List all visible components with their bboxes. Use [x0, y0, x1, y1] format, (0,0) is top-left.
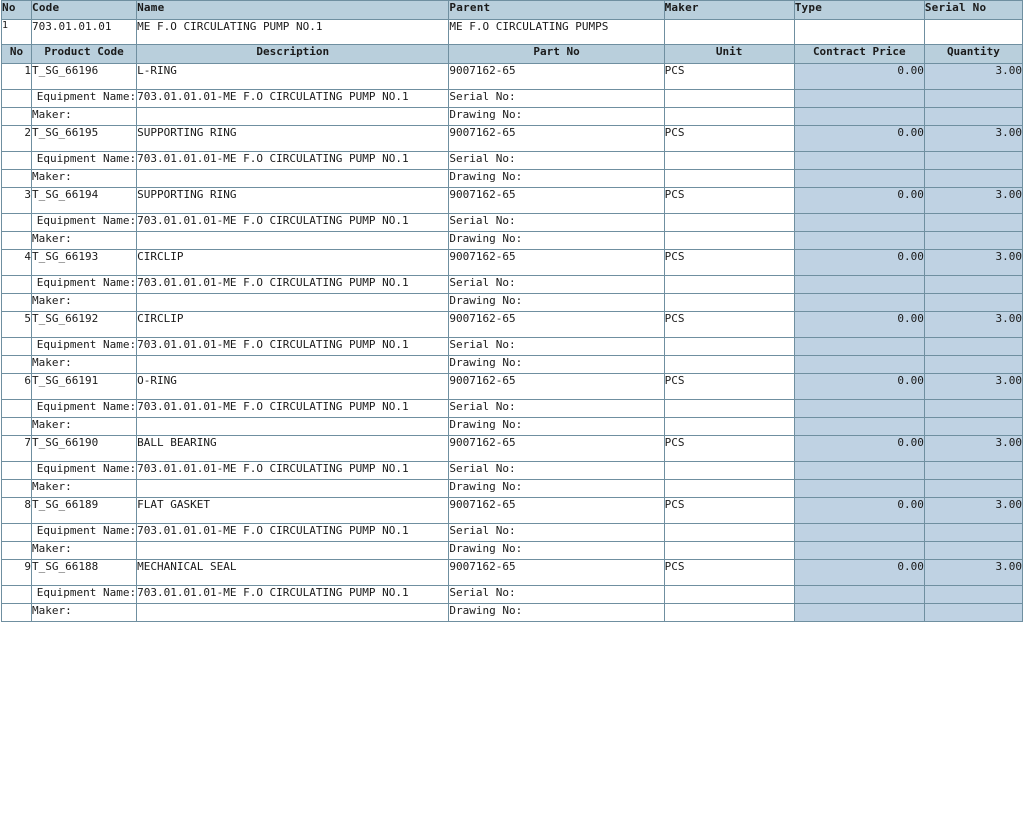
sub-spacer [2, 542, 32, 560]
part-no-index: 5 [2, 312, 32, 338]
part-drawing-no-value [664, 108, 794, 126]
sub-spacer [2, 462, 32, 480]
part-unit: PCS [664, 312, 794, 338]
part-description: BALL BEARING [137, 436, 449, 462]
equipment-name-label: Equipment Name: [32, 338, 137, 356]
part-quantity: 3.00 [924, 188, 1022, 214]
part-maker-row [2, 170, 1023, 188]
parts-header-1: Product Code [32, 45, 137, 64]
part-no-index: 3 [2, 188, 32, 214]
part-quantity: 3.00 [924, 498, 1022, 524]
part-equipment-row [2, 586, 1023, 604]
part-number: 9007162-65 [449, 64, 664, 90]
equipment-header-5: Type [794, 1, 924, 20]
part-maker-value [137, 232, 449, 250]
part-drawing-no-value [664, 170, 794, 188]
equipment-header-row [2, 1, 1023, 20]
maker-label: Maker: [32, 170, 137, 188]
equipment-row [2, 20, 1023, 45]
serial-no-label: Serial No: [449, 524, 664, 542]
sub-fill-qty [924, 400, 1022, 418]
part-number: 9007162-65 [449, 250, 664, 276]
sub-fill-price [794, 90, 924, 108]
sub-spacer [2, 90, 32, 108]
part-equipment-row [2, 462, 1023, 480]
equipment-name-label: Equipment Name: [32, 276, 137, 294]
maker-label: Maker: [32, 418, 137, 436]
serial-no-label: Serial No: [449, 400, 664, 418]
serial-no-label: Serial No: [449, 276, 664, 294]
part-quantity: 3.00 [924, 560, 1022, 586]
part-unit: PCS [664, 64, 794, 90]
part-maker-row [2, 418, 1023, 436]
sub-fill-price [794, 108, 924, 126]
table-row[interactable] [2, 126, 1023, 152]
sub-fill-qty [924, 586, 1022, 604]
maker-label: Maker: [32, 356, 137, 374]
part-no-index: 1 [2, 64, 32, 90]
part-number: 9007162-65 [449, 188, 664, 214]
part-maker-value [137, 108, 449, 126]
part-contract-price: 0.00 [794, 64, 924, 90]
spare-parts-table [1, 0, 1023, 622]
drawing-no-label: Drawing No: [449, 294, 664, 312]
sub-fill-price [794, 586, 924, 604]
sub-fill-qty [924, 294, 1022, 312]
part-description: SUPPORTING RING [137, 126, 449, 152]
sub-spacer [2, 276, 32, 294]
sub-fill-qty [924, 152, 1022, 170]
part-equipment-name-value: 703.01.01.01-ME F.O CIRCULATING PUMP NO.1 [137, 338, 449, 356]
part-equipment-row [2, 400, 1023, 418]
serial-no-label: Serial No: [449, 90, 664, 108]
serial-no-label: Serial No: [449, 338, 664, 356]
part-equipment-row [2, 338, 1023, 356]
part-maker-row [2, 232, 1023, 250]
part-equipment-row [2, 214, 1023, 232]
equipment-header-2: Name [137, 1, 449, 20]
part-product-code: T_SG_66190 [32, 436, 137, 462]
part-equipment-name-value: 703.01.01.01-ME F.O CIRCULATING PUMP NO.1 [137, 400, 449, 418]
part-product-code: T_SG_66189 [32, 498, 137, 524]
part-product-code: T_SG_66192 [32, 312, 137, 338]
equipment-header-3: Parent [449, 1, 664, 20]
equipment-serial-no [924, 20, 1022, 45]
sub-fill-qty [924, 170, 1022, 188]
part-quantity: 3.00 [924, 250, 1022, 276]
part-drawing-no-value [664, 604, 794, 622]
sub-fill-qty [924, 604, 1022, 622]
sub-spacer [2, 232, 32, 250]
equipment-name-label: Equipment Name: [32, 152, 137, 170]
part-product-code: T_SG_66193 [32, 250, 137, 276]
drawing-no-label: Drawing No: [449, 108, 664, 126]
sub-fill-price [794, 152, 924, 170]
part-unit: PCS [664, 126, 794, 152]
part-maker-row [2, 542, 1023, 560]
sub-fill-price [794, 214, 924, 232]
part-contract-price: 0.00 [794, 250, 924, 276]
table-row[interactable] [2, 312, 1023, 338]
part-number: 9007162-65 [449, 126, 664, 152]
sub-fill-price [794, 400, 924, 418]
part-unit: PCS [664, 250, 794, 276]
equipment-header-4: Maker [664, 1, 794, 20]
maker-label: Maker: [32, 232, 137, 250]
sub-fill-price [794, 480, 924, 498]
sub-fill-qty [924, 542, 1022, 560]
sub-fill-price [794, 170, 924, 188]
part-equipment-row [2, 524, 1023, 542]
sub-fill-qty [924, 356, 1022, 374]
sub-fill-price [794, 418, 924, 436]
sub-fill-qty [924, 462, 1022, 480]
parts-header-2: Description [137, 45, 449, 64]
sub-spacer-unit [664, 214, 794, 232]
part-contract-price: 0.00 [794, 560, 924, 586]
parts-header-row [2, 45, 1023, 64]
serial-no-label: Serial No: [449, 462, 664, 480]
drawing-no-label: Drawing No: [449, 232, 664, 250]
sub-fill-qty [924, 232, 1022, 250]
part-maker-row [2, 356, 1023, 374]
part-equipment-name-value: 703.01.01.01-ME F.O CIRCULATING PUMP NO.1 [137, 524, 449, 542]
sub-spacer [2, 604, 32, 622]
part-description: L-RING [137, 64, 449, 90]
sub-fill-price [794, 604, 924, 622]
equipment-type [794, 20, 924, 45]
part-equipment-row [2, 90, 1023, 108]
sub-fill-qty [924, 214, 1022, 232]
part-equipment-name-value: 703.01.01.01-ME F.O CIRCULATING PUMP NO.1 [137, 586, 449, 604]
sub-spacer [2, 400, 32, 418]
equipment-name-label: Equipment Name: [32, 586, 137, 604]
part-maker-row [2, 604, 1023, 622]
sub-fill-price [794, 462, 924, 480]
table-row[interactable] [2, 560, 1023, 586]
part-equipment-row [2, 276, 1023, 294]
sub-fill-price [794, 524, 924, 542]
part-quantity: 3.00 [924, 312, 1022, 338]
sub-fill-price [794, 356, 924, 374]
part-drawing-no-value [664, 232, 794, 250]
part-contract-price: 0.00 [794, 312, 924, 338]
drawing-no-label: Drawing No: [449, 480, 664, 498]
sub-spacer [2, 170, 32, 188]
part-quantity: 3.00 [924, 126, 1022, 152]
part-description: FLAT GASKET [137, 498, 449, 524]
sub-fill-price [794, 542, 924, 560]
part-contract-price: 0.00 [794, 126, 924, 152]
part-maker-row [2, 294, 1023, 312]
maker-label: Maker: [32, 108, 137, 126]
part-maker-value [137, 294, 449, 312]
equipment-name-label: Equipment Name: [32, 90, 137, 108]
sub-spacer [2, 586, 32, 604]
sub-fill-price [794, 276, 924, 294]
part-number: 9007162-65 [449, 498, 664, 524]
sub-spacer [2, 418, 32, 436]
part-equipment-name-value: 703.01.01.01-ME F.O CIRCULATING PUMP NO.1 [137, 276, 449, 294]
part-drawing-no-value [664, 294, 794, 312]
part-description: SUPPORTING RING [137, 188, 449, 214]
equipment-code: 703.01.01.01 [32, 20, 137, 45]
sub-spacer-unit [664, 276, 794, 294]
part-no-index: 4 [2, 250, 32, 276]
equipment-parent: ME F.O CIRCULATING PUMPS [449, 20, 664, 45]
part-maker-value [137, 604, 449, 622]
sub-fill-qty [924, 338, 1022, 356]
parts-header-5: Contract Price [794, 45, 924, 64]
part-product-code: T_SG_66188 [32, 560, 137, 586]
part-equipment-name-value: 703.01.01.01-ME F.O CIRCULATING PUMP NO.1 [137, 214, 449, 232]
sub-spacer-unit [664, 90, 794, 108]
part-contract-price: 0.00 [794, 188, 924, 214]
part-maker-row [2, 480, 1023, 498]
sub-spacer [2, 108, 32, 126]
sub-spacer [2, 214, 32, 232]
part-equipment-name-value: 703.01.01.01-ME F.O CIRCULATING PUMP NO.1 [137, 90, 449, 108]
part-drawing-no-value [664, 418, 794, 436]
sub-spacer [2, 480, 32, 498]
part-unit: PCS [664, 498, 794, 524]
parts-header-3: Part No [449, 45, 664, 64]
maker-label: Maker: [32, 542, 137, 560]
sub-fill-price [794, 338, 924, 356]
part-no-index: 2 [2, 126, 32, 152]
sub-spacer-unit [664, 400, 794, 418]
serial-no-label: Serial No: [449, 214, 664, 232]
sub-spacer-unit [664, 524, 794, 542]
part-description: O-RING [137, 374, 449, 400]
part-description: CIRCLIP [137, 312, 449, 338]
sub-fill-qty [924, 418, 1022, 436]
part-contract-price: 0.00 [794, 498, 924, 524]
parts-header-4: Unit [664, 45, 794, 64]
serial-no-label: Serial No: [449, 152, 664, 170]
part-product-code: T_SG_66191 [32, 374, 137, 400]
drawing-no-label: Drawing No: [449, 356, 664, 374]
equipment-name: ME F.O CIRCULATING PUMP NO.1 [137, 20, 449, 45]
part-quantity: 3.00 [924, 436, 1022, 462]
drawing-no-label: Drawing No: [449, 604, 664, 622]
equipment-header-0: No [2, 1, 32, 20]
sub-fill-qty [924, 480, 1022, 498]
drawing-no-label: Drawing No: [449, 170, 664, 188]
sub-fill-price [794, 294, 924, 312]
equipment-name-label: Equipment Name: [32, 400, 137, 418]
part-contract-price: 0.00 [794, 436, 924, 462]
sub-fill-qty [924, 108, 1022, 126]
drawing-no-label: Drawing No: [449, 418, 664, 436]
table-row[interactable] [2, 374, 1023, 400]
part-no-index: 9 [2, 560, 32, 586]
table-row[interactable] [2, 188, 1023, 214]
part-number: 9007162-65 [449, 436, 664, 462]
drawing-no-label: Drawing No: [449, 542, 664, 560]
sub-fill-qty [924, 524, 1022, 542]
equipment-name-label: Equipment Name: [32, 214, 137, 232]
part-maker-value [137, 480, 449, 498]
sub-spacer [2, 152, 32, 170]
maker-label: Maker: [32, 604, 137, 622]
part-maker-row [2, 108, 1023, 126]
sub-spacer-unit [664, 152, 794, 170]
sub-fill-qty [924, 276, 1022, 294]
part-number: 9007162-65 [449, 312, 664, 338]
part-unit: PCS [664, 188, 794, 214]
sub-fill-price [794, 232, 924, 250]
sub-spacer-unit [664, 462, 794, 480]
sub-spacer [2, 294, 32, 312]
part-product-code: T_SG_66195 [32, 126, 137, 152]
parts-header-6: Quantity [924, 45, 1022, 64]
maker-label: Maker: [32, 294, 137, 312]
equipment-header-6: Serial No [924, 1, 1022, 20]
equipment-maker [664, 20, 794, 45]
part-quantity: 3.00 [924, 64, 1022, 90]
table-row[interactable] [2, 436, 1023, 462]
sub-spacer-unit [664, 586, 794, 604]
part-unit: PCS [664, 560, 794, 586]
part-drawing-no-value [664, 480, 794, 498]
part-drawing-no-value [664, 542, 794, 560]
part-description: MECHANICAL SEAL [137, 560, 449, 586]
sub-spacer-unit [664, 338, 794, 356]
parts-header-0: No [2, 45, 32, 64]
sub-spacer [2, 338, 32, 356]
equipment-name-label: Equipment Name: [32, 524, 137, 542]
part-contract-price: 0.00 [794, 374, 924, 400]
part-quantity: 3.00 [924, 374, 1022, 400]
equipment-name-label: Equipment Name: [32, 462, 137, 480]
table-row[interactable] [2, 64, 1023, 90]
part-maker-value [137, 170, 449, 188]
part-no-index: 8 [2, 498, 32, 524]
sub-spacer [2, 524, 32, 542]
equipment-no: 1 [2, 20, 32, 45]
part-maker-value [137, 356, 449, 374]
part-drawing-no-value [664, 356, 794, 374]
part-maker-value [137, 542, 449, 560]
part-description: CIRCLIP [137, 250, 449, 276]
serial-no-label: Serial No: [449, 586, 664, 604]
part-equipment-name-value: 703.01.01.01-ME F.O CIRCULATING PUMP NO.1 [137, 152, 449, 170]
part-equipment-name-value: 703.01.01.01-ME F.O CIRCULATING PUMP NO.1 [137, 462, 449, 480]
part-unit: PCS [664, 374, 794, 400]
part-unit: PCS [664, 436, 794, 462]
part-no-index: 6 [2, 374, 32, 400]
part-number: 9007162-65 [449, 374, 664, 400]
table-row[interactable] [2, 250, 1023, 276]
part-product-code: T_SG_66194 [32, 188, 137, 214]
part-product-code: T_SG_66196 [32, 64, 137, 90]
part-no-index: 7 [2, 436, 32, 462]
part-equipment-row [2, 152, 1023, 170]
sub-spacer [2, 356, 32, 374]
maker-label: Maker: [32, 480, 137, 498]
sub-fill-qty [924, 90, 1022, 108]
table-row[interactable] [2, 498, 1023, 524]
part-number: 9007162-65 [449, 560, 664, 586]
equipment-header-1: Code [32, 1, 137, 20]
part-maker-value [137, 418, 449, 436]
